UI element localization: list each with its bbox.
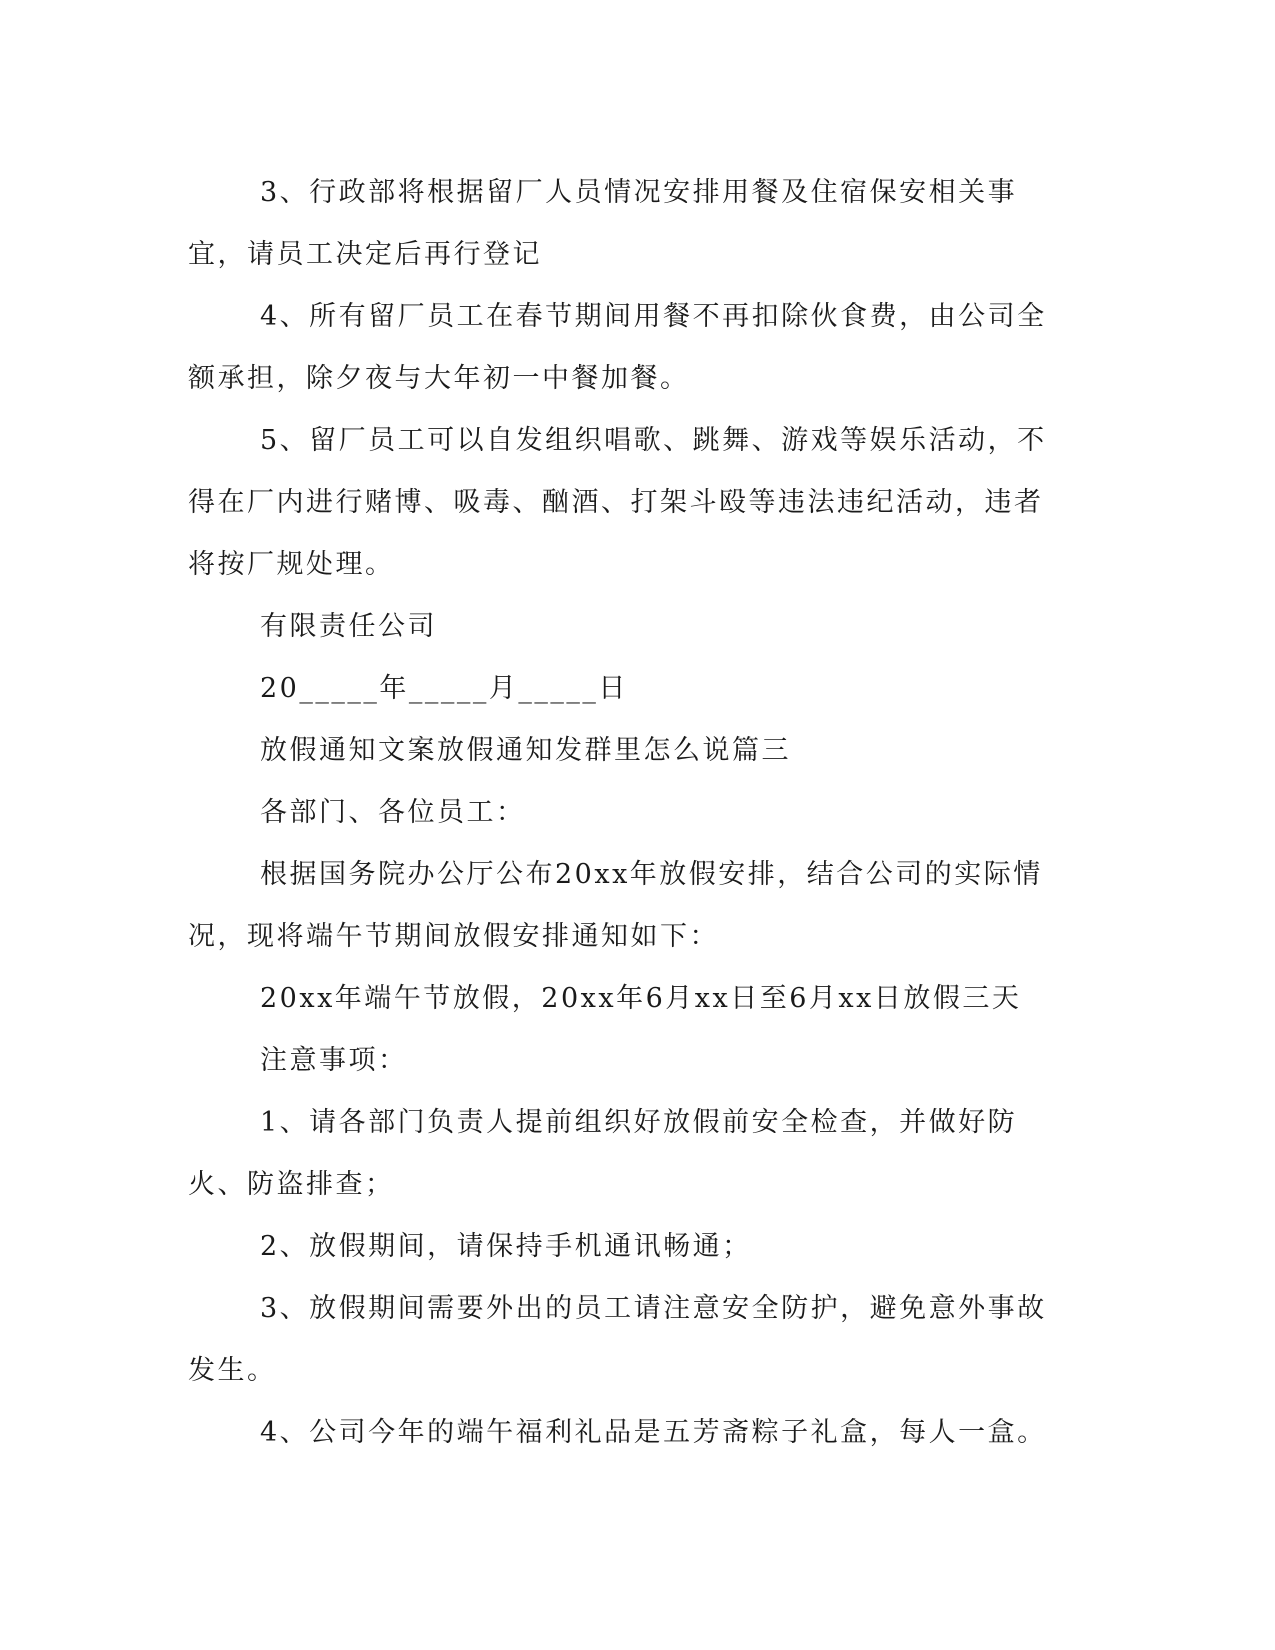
paragraph-meal-cost: 4、所有留厂员工在春节期间用餐不再扣除伙食费，由公司全额承担，除夕夜与大年初一中餐加餐。 (188, 301, 1047, 394)
signature-date: 20_____年_____月_____日 (260, 673, 628, 704)
note-item-4: 4、公司今年的端午福利礼品是五芳斋粽子礼盒，每人一盒。 (260, 1417, 1047, 1448)
note-item-2: 2、放假期间，请保持手机通讯畅通； (260, 1231, 752, 1262)
paragraph-entertainment-rules: 5、留厂员工可以自发组织唱歌、跳舞、游戏等娱乐活动，不得在厂内进行赌博、吸毒、酗酒、打架斗殴等违法违纪活动，违者将按厂规处理。 (188, 425, 1047, 580)
notes-heading: 注意事项： (260, 1045, 408, 1076)
note-item-1: 1、请各部门负责人提前组织好放假前安全检查，并做好防火、防盗排查； (188, 1107, 1018, 1200)
paragraph-canteen-arrangement: 3、行政部将根据留厂人员情况安排用餐及住宿保安相关事宜，请员工决定后再行登记 (188, 177, 1018, 270)
section-title: 放假通知文案放假通知发群里怎么说篇三 (260, 735, 791, 766)
document-body (188, 162, 1068, 1464)
paragraph-intro: 根据国务院办公厅公布20xx年放假安排，结合公司的实际情况，现将端午节期间放假安排通知如下： (188, 859, 1043, 952)
note-item-3: 3、放假期间需要外出的员工请注意安全防护，避免意外事故发生。 (188, 1293, 1047, 1386)
signature-company: 有限责任公司 (260, 611, 437, 642)
paragraph-holiday-dates: 20xx年端午节放假，20xx年6月xx日至6月xx日放假三天 (260, 983, 1022, 1014)
salutation: 各部门、各位员工： (260, 797, 526, 828)
